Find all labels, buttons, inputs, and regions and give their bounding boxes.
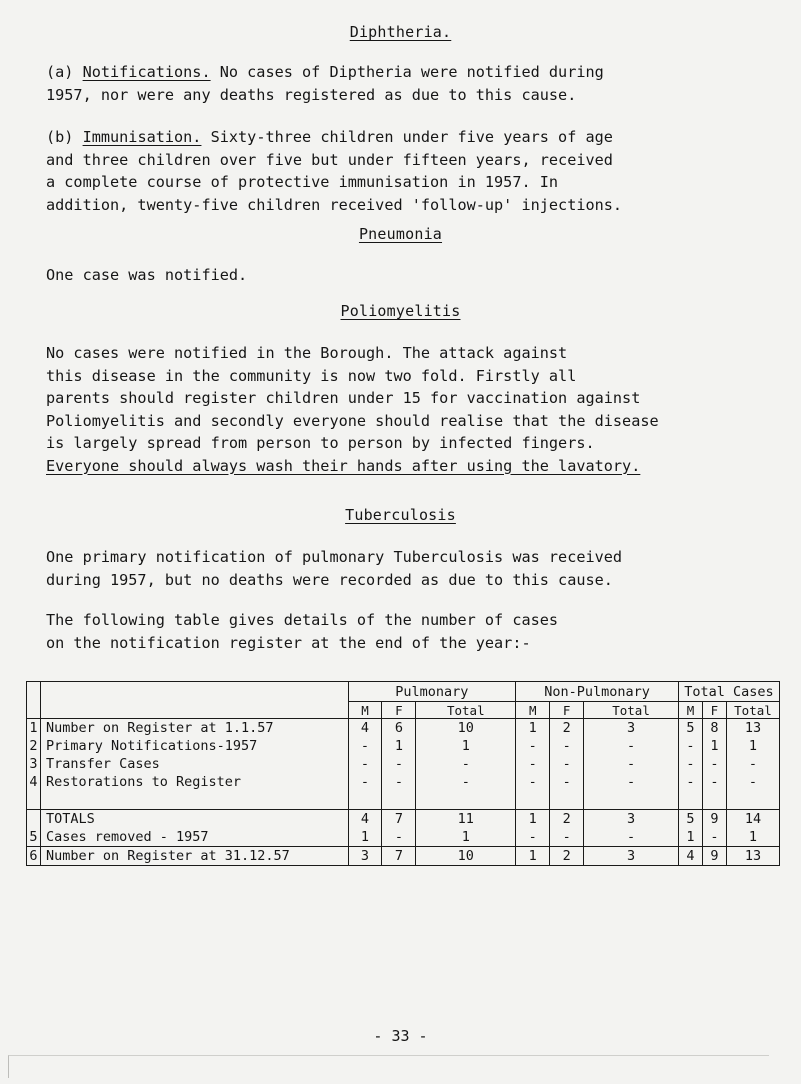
value-cell-line: 7	[394, 811, 403, 827]
row-label-cell-line: Number on Register at 31.12.57	[45, 848, 290, 864]
row-label-cell-line: Restorations to Register	[45, 774, 242, 790]
table-row-group	[27, 847, 780, 866]
value-cell-line: -	[710, 774, 719, 790]
value-cell-line: -	[686, 774, 695, 790]
value-cell-line: 2	[562, 848, 571, 864]
table-body-totals	[27, 810, 780, 847]
value-cell-line: -	[626, 829, 636, 845]
value-cell-line: -	[360, 756, 370, 772]
value-cell-line: 9	[710, 848, 719, 864]
table-row-group	[27, 810, 780, 847]
row-label-cell-line: TOTALS	[45, 811, 95, 827]
value-cell-line	[384, 791, 413, 809]
row-index-cell	[27, 847, 41, 866]
value-cell	[550, 719, 584, 810]
row-index-cell-line	[29, 791, 38, 809]
value-cell-line: 5	[686, 720, 695, 736]
value-cell	[726, 719, 779, 810]
value-cell-line: -	[528, 738, 537, 754]
row-label-cell-line: Number on Register at 1.1.57	[45, 720, 274, 736]
subheader-cell: F	[702, 702, 726, 719]
value-cell	[726, 810, 779, 847]
value-cell	[348, 810, 382, 847]
value-cell-line: 1	[748, 829, 758, 845]
tuberculosis-paragraph: One primary notification of pulmonary Tuberculosis was received during 1957, but no deaths were recorded as due to this cause.	[46, 548, 623, 589]
value-cell-line: -	[710, 756, 719, 772]
value-cell-line: -	[394, 829, 403, 845]
value-cell	[678, 719, 702, 810]
pneumonia-heading: Pneumonia	[358, 225, 443, 243]
poliomyelitis-paragraph: No cases were notified in the Borough. The attack against this disease in the community is now two fold. Firstly all parents should register children under 15 for vaccination against Poliomyelitis and secondly everyone should realise that the disease is largely spread from person to person by infected fingers. Everyone should always wash their hands after using the lavatory.	[46, 344, 659, 475]
value-cell	[726, 847, 779, 866]
value-cell-line: -	[748, 756, 758, 772]
row-label-cell-line: Primary Notifications-1957	[45, 738, 258, 754]
subheader-cell: F	[382, 702, 416, 719]
value-cell-line: 14	[744, 811, 762, 827]
value-cell-line: -	[461, 774, 470, 790]
value-cell-line: 13	[744, 720, 762, 736]
value-cell-line: -	[562, 829, 571, 845]
row-index-cell-line: 3	[29, 756, 38, 772]
value-cell	[382, 810, 416, 847]
value-cell	[584, 719, 679, 810]
value-cell	[584, 810, 679, 847]
value-cell-line: -	[626, 774, 636, 790]
value-cell-line: 3	[626, 811, 636, 827]
value-cell	[416, 847, 516, 866]
value-cell-line	[351, 791, 380, 809]
table-body-final	[27, 847, 780, 866]
value-cell-line: 3	[626, 720, 636, 736]
value-cell	[382, 719, 416, 810]
group-header-pulmonary: Pulmonary	[348, 682, 516, 702]
group-header-total-cases: Total Cases	[678, 682, 779, 702]
value-cell-line	[729, 791, 777, 809]
value-cell-line: 1	[461, 829, 470, 845]
value-cell-line: 5	[686, 811, 695, 827]
subheader-cell: M	[516, 702, 550, 719]
table-body-main	[27, 719, 780, 810]
value-cell-line: -	[528, 829, 537, 845]
value-cell-line: 1	[360, 829, 370, 845]
diphtheria-notifications-paragraph: (a) Notifications. No cases of Diptheria were notified during 1957, nor were any deaths registered as due to this cause.	[46, 63, 604, 104]
row-index-cell-line	[29, 810, 38, 828]
table-row-group	[27, 719, 780, 810]
value-cell	[348, 719, 382, 810]
row-label-cell	[40, 847, 348, 866]
row-index-cell-line: 2	[29, 738, 38, 754]
value-cell	[550, 847, 584, 866]
subheader-cell: Total	[416, 702, 516, 719]
subheader-cell: M	[348, 702, 382, 719]
value-cell	[702, 719, 726, 810]
value-cell-line: -	[461, 756, 470, 772]
value-cell-line: 3	[360, 848, 370, 864]
label-header-cell	[40, 682, 348, 719]
value-cell-line: 4	[686, 848, 695, 864]
tuberculosis-register-table	[26, 681, 780, 866]
value-cell-line: 13	[744, 848, 762, 864]
value-cell-line: 2	[562, 720, 571, 736]
poliomyelitis-heading: Poliomyelitis	[340, 302, 461, 320]
value-cell-line: -	[626, 738, 636, 754]
value-cell	[516, 847, 550, 866]
subheader-cell: Total	[726, 702, 779, 719]
value-cell-line: -	[360, 738, 370, 754]
value-cell-line: 1	[528, 720, 537, 736]
subheader-cell: Total	[584, 702, 679, 719]
row-index-cell-line: 6	[29, 848, 38, 864]
row-label-cell	[40, 719, 348, 810]
value-cell	[416, 810, 516, 847]
page-number: - 33 -	[373, 1027, 428, 1045]
value-cell-line: 1	[686, 829, 695, 845]
value-cell-line: 10	[457, 720, 474, 736]
value-cell-line: -	[360, 774, 370, 790]
index-header-cell	[27, 682, 41, 719]
row-label-cell	[40, 810, 348, 847]
value-cell-line: -	[710, 829, 719, 845]
value-cell-line: 7	[394, 848, 403, 864]
subheader-cell: F	[550, 702, 584, 719]
value-cell-line: 11	[457, 811, 474, 827]
value-cell-line: -	[562, 738, 571, 754]
value-cell-line	[552, 791, 581, 809]
value-cell-line	[705, 791, 724, 809]
value-cell-line: -	[562, 756, 571, 772]
page-edge-shadow	[8, 1055, 769, 1078]
value-cell-line	[518, 791, 547, 809]
value-cell-line: 1	[528, 848, 537, 864]
row-label-cell-line: Cases removed - 1957	[45, 829, 209, 845]
row-index-cell	[27, 810, 41, 847]
value-cell-line: 1	[461, 738, 470, 754]
value-cell	[416, 719, 516, 810]
row-label-cell-line: Transfer Cases	[45, 756, 160, 772]
value-cell	[702, 810, 726, 847]
value-cell	[584, 847, 679, 866]
value-cell-line: 1	[710, 738, 719, 754]
value-cell	[678, 847, 702, 866]
value-cell-line: -	[394, 756, 403, 772]
value-cell-line: -	[686, 756, 695, 772]
value-cell-line: 10	[457, 848, 474, 864]
row-index-cell-line: 5	[29, 829, 38, 845]
diphtheria-heading: Diphtheria.	[349, 23, 452, 41]
row-label-cell-line	[46, 791, 346, 809]
value-cell-line: 1	[394, 738, 403, 754]
value-cell-line	[418, 791, 513, 809]
value-cell-line: -	[686, 738, 695, 754]
value-cell	[516, 810, 550, 847]
value-cell-line: -	[626, 756, 636, 772]
group-header-non-pulmonary: Non-Pulmonary	[516, 682, 679, 702]
row-index-cell-line: 4	[29, 774, 38, 790]
value-cell-line: 3	[626, 848, 636, 864]
value-cell	[550, 810, 584, 847]
diphtheria-immunisation-paragraph: (b) Immunisation. Sixty-three children under five years of age and three children over five but under fifteen years, received a complete course of protective immunisation in 1957. In addition, twenty-five children received 'follow-up' injections.	[46, 128, 623, 214]
value-cell-line: -	[748, 774, 758, 790]
value-cell-line	[681, 791, 700, 809]
value-cell-line: 1	[748, 738, 758, 754]
pneumonia-paragraph: One case was notified.	[46, 266, 248, 284]
value-cell-line: 4	[360, 720, 370, 736]
value-cell	[702, 847, 726, 866]
value-cell-line	[586, 791, 676, 809]
value-cell	[382, 847, 416, 866]
value-cell-line: 9	[710, 811, 719, 827]
value-cell	[678, 810, 702, 847]
value-cell-line: -	[528, 774, 537, 790]
value-cell	[516, 719, 550, 810]
row-index-cell	[27, 719, 41, 810]
value-cell-line: 1	[528, 811, 537, 827]
value-cell-line: -	[394, 774, 403, 790]
value-cell-line: -	[562, 774, 571, 790]
value-cell	[348, 847, 382, 866]
value-cell-line: 2	[562, 811, 571, 827]
table-intro-paragraph: The following table gives details of the number of cases on the notification register at the end of the year:-	[46, 611, 559, 652]
value-cell-line: 8	[710, 720, 719, 736]
row-index-cell-line: 1	[29, 720, 38, 736]
value-cell-line: 6	[394, 720, 403, 736]
subheader-cell: M	[678, 702, 702, 719]
table-header	[27, 682, 780, 719]
value-cell-line: 4	[360, 811, 370, 827]
value-cell-line: -	[528, 756, 537, 772]
tuberculosis-heading: Tuberculosis	[345, 506, 456, 524]
